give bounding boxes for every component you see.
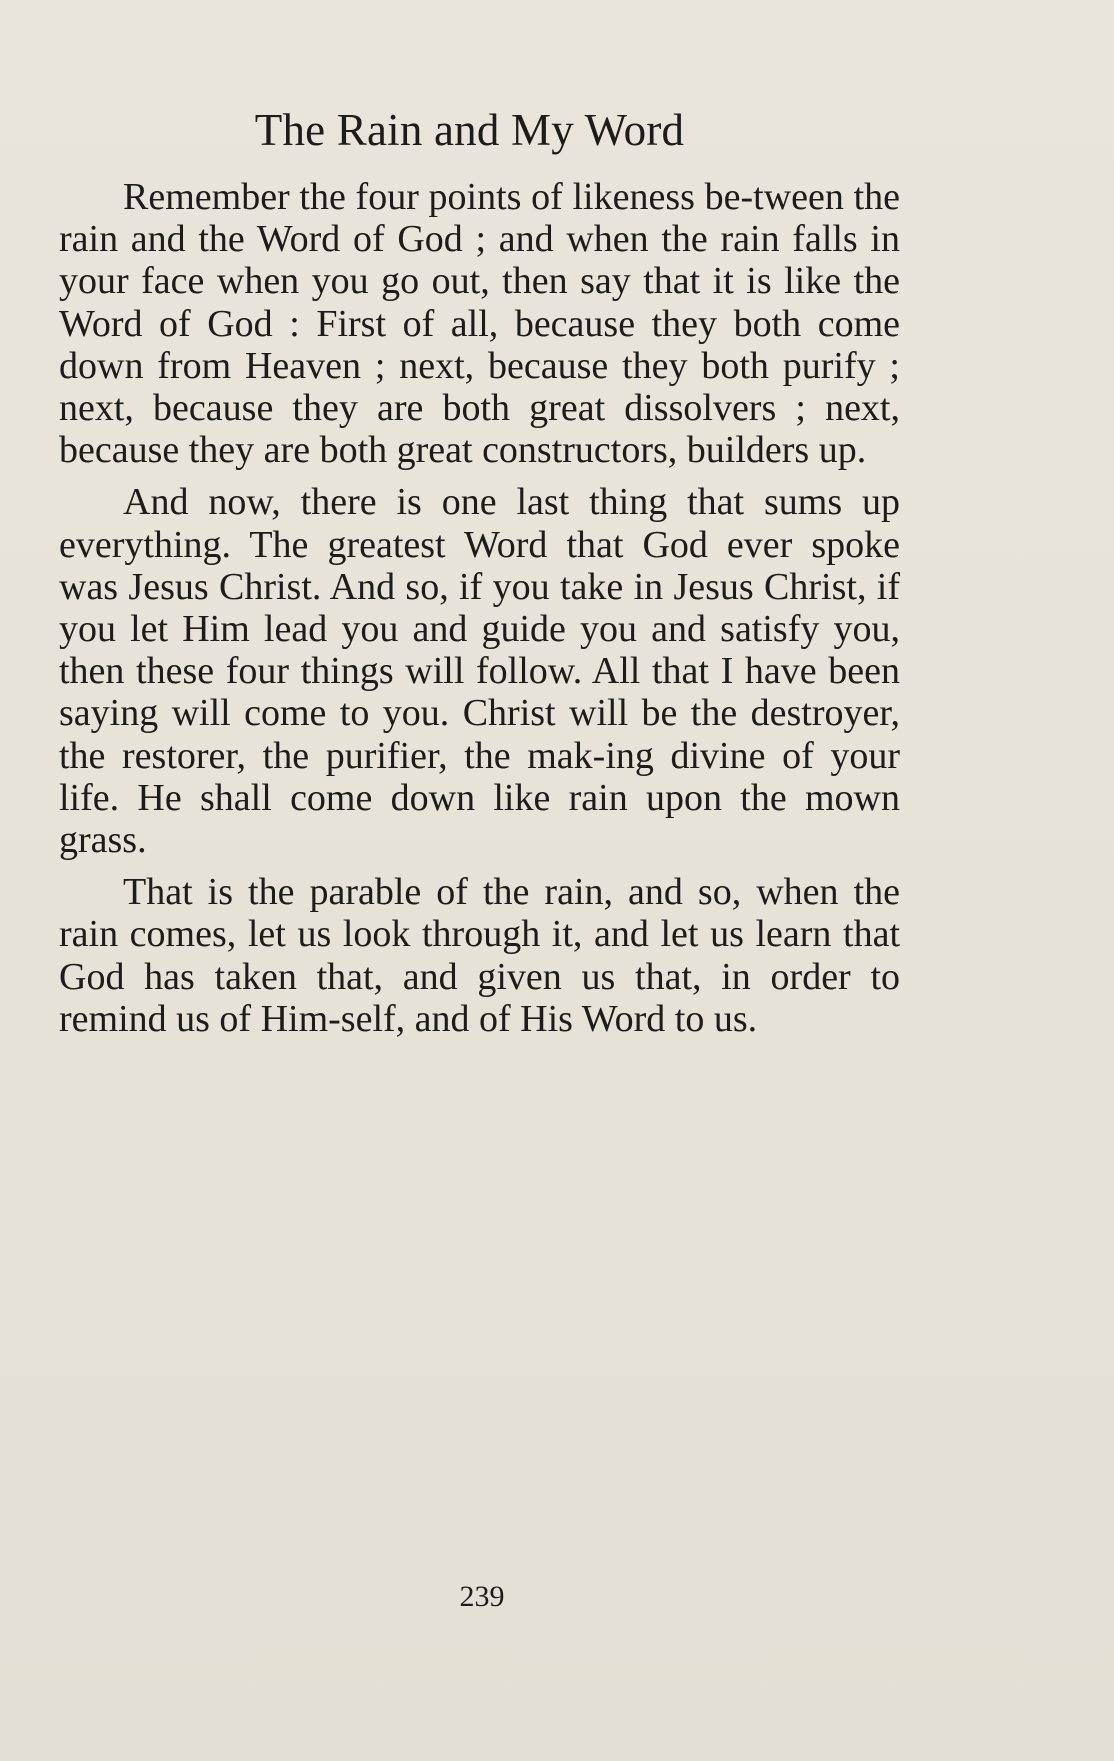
page-body (59, 94, 900, 1050)
page-number: 239 (459, 1580, 505, 1613)
running-title: The Rain and My Word (254, 105, 685, 155)
paragraph-3: That is the parable of the rain, and so, when the rain comes, let us look through it, and let us learn that God has taken that, and given us that, in order to remind us of Him-self, and of His Word to us. (59, 871, 900, 1040)
paragraph-2: And now, there is one last thing that sums up everything. The greatest Word that God ever spoke was Jesus Christ. And so, if you take in Jesus Christ, if you let Him lead you and guide you and satisfy you, then these four things will follow. All that I have been saying will come to you. Christ will be the destroyer, the restorer, the purifier, the mak-ing divine of your life. He shall come down like rain upon the mown grass. (59, 481, 900, 862)
paragraph-1: Remember the four points of likeness be-tween the rain and the Word of God ; and when the rain falls in your face when you go out, then say that it is like the Word of God : First of all, because they both come down from Heaven ; next, because they both purify ; next, because they are both great dissolvers ; next, because they are both great constructors, builders up. (59, 176, 900, 472)
